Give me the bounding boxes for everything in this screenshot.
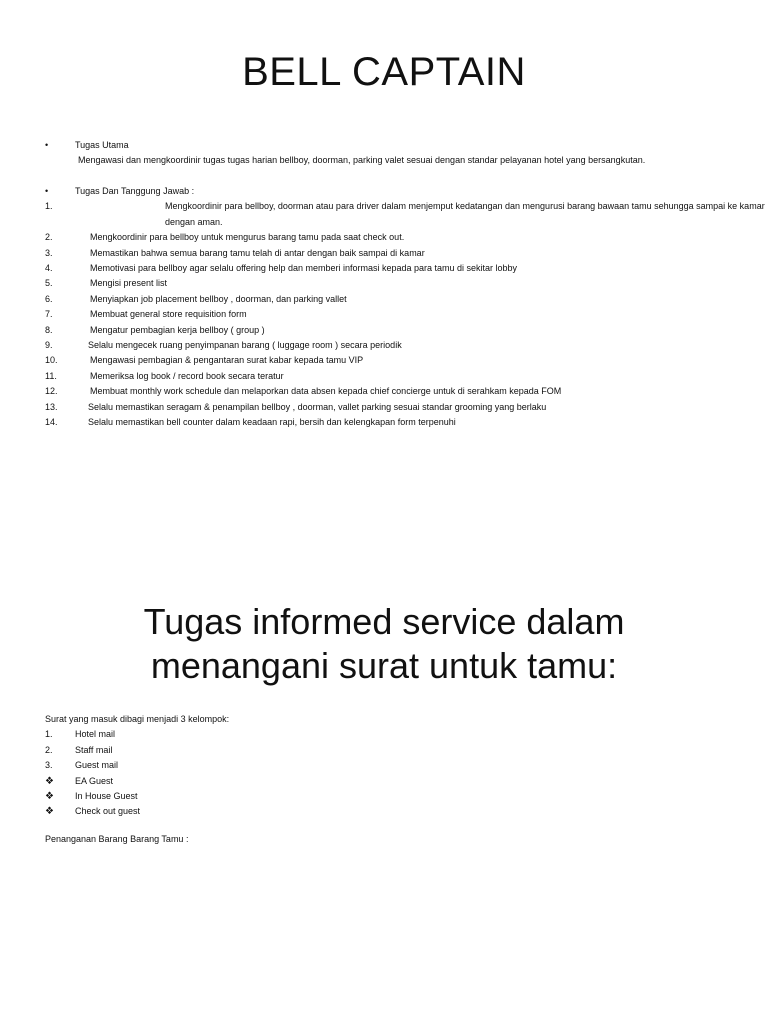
tanggung-jawab-label: Tugas Dan Tanggung Jawab : xyxy=(75,186,195,196)
surat-section xyxy=(0,712,768,847)
item-text: Menyiapkan job placement bellboy , doorman, dan parking vallet xyxy=(90,293,347,304)
item-text: Memastikan bahwa semua barang tamu telah di antar dengan baik sampai di kamar xyxy=(90,247,425,258)
list-item xyxy=(0,353,768,368)
list-item xyxy=(0,338,768,353)
item-number: 6. xyxy=(45,293,53,304)
item-number: 1. xyxy=(45,201,53,212)
item-text: In House Guest xyxy=(75,790,138,801)
tugas-utama-heading xyxy=(0,138,768,153)
item-text: Membuat general store requisition form xyxy=(90,309,247,320)
diamond-bullet-icon: ❖ xyxy=(45,775,54,787)
list-item xyxy=(0,727,768,742)
item-number: 3. xyxy=(45,247,53,258)
list-item xyxy=(0,369,768,384)
tugas-utama-label: Tugas Utama xyxy=(75,140,129,150)
list-item xyxy=(0,789,768,804)
item-text: Selalu mengecek ruang penyimpanan barang ( luggage room ) secara periodik xyxy=(88,339,402,350)
list-item xyxy=(0,246,768,261)
page-title: BELL CAPTAIN xyxy=(242,50,526,94)
diamond-bullet-icon: ❖ xyxy=(45,806,54,818)
tanggung-jawab-section xyxy=(0,184,768,430)
item-number: 9. xyxy=(45,339,53,350)
list-item xyxy=(0,384,768,399)
item-text: Membuat monthly work schedule dan melaporkan data absen kepada chief concierge untuk di serahkam kepada FOM xyxy=(90,386,562,397)
item-number: 2. xyxy=(45,232,53,243)
item-text: Selalu memastikan seragam & penampilan bellboy , doorman, vallet parking sesuai standar grooming yang berlaku xyxy=(88,401,547,412)
list-item xyxy=(0,230,768,245)
item-number: 5. xyxy=(45,278,53,289)
list-item xyxy=(0,415,768,430)
item-text: Hotel mail xyxy=(75,729,116,740)
item-number: 4. xyxy=(45,262,53,273)
list-item xyxy=(0,804,768,819)
tugas-utama-section xyxy=(0,138,768,169)
list-item xyxy=(0,400,768,415)
item-text: Mengkoordinir para bellboy untuk mengurus barang tamu pada saat check out. xyxy=(90,232,405,243)
list-item xyxy=(0,307,768,322)
item-text: Staff mail xyxy=(75,744,113,755)
bullet: • xyxy=(45,186,49,196)
bullet: • xyxy=(45,140,49,150)
item-number: 3. xyxy=(45,760,53,771)
list-item xyxy=(0,292,768,307)
item-text: Memotivasi para bellboy agar selalu offering help dan memberi informasi kepada para tamu di sekitar lobby xyxy=(90,262,518,273)
item-text: Check out guest xyxy=(75,806,141,817)
list-item xyxy=(0,276,768,291)
list-item xyxy=(0,758,768,773)
list-item xyxy=(0,774,768,789)
item-text: Mengatur pembagian kerja bellboy ( group ) xyxy=(90,324,265,335)
item-number: 8. xyxy=(45,324,53,335)
list-item xyxy=(0,199,768,230)
item-text: Memeriksa log book / record book secara teratur xyxy=(90,370,284,381)
list-item xyxy=(0,743,768,758)
item-number: 10. xyxy=(45,355,58,366)
surat-intro: Surat yang masuk dibagi menjadi 3 kelompok: xyxy=(45,714,230,724)
item-number: 13. xyxy=(45,401,58,412)
item-text: Guest mail xyxy=(75,760,119,771)
item-number: 1. xyxy=(45,729,53,740)
item-text: Mengkoordinir para bellboy, doorman atau para driver dalam menjemput kedatangan dan mengurusi barang bawaan tamu sehungga sampai ke kamar dengan aman. xyxy=(165,201,765,227)
section-title-line-1: Tugas informed service dalam xyxy=(143,601,625,642)
list-item xyxy=(0,323,768,338)
penanganan-heading: Penanganan Barang Barang Tamu : xyxy=(45,833,189,844)
list-item xyxy=(0,261,768,276)
item-number: 12. xyxy=(45,386,58,397)
item-number: 7. xyxy=(45,309,53,320)
diamond-bullet-icon: ❖ xyxy=(45,790,54,802)
section-title-line-2: menangani surat untuk tamu: xyxy=(150,645,618,686)
item-text: Mengisi present list xyxy=(90,278,168,289)
item-text: Selalu memastikan bell counter dalam keadaan rapi, bersih dan kelengkapan form terpenuhi xyxy=(88,416,456,427)
section-title xyxy=(0,600,768,688)
item-number: 2. xyxy=(45,744,53,755)
item-text: EA Guest xyxy=(75,775,114,786)
tugas-utama-description: Mengawasi dan mengkoordinir tugas tugas harian bellboy, doorman, parking valet sesuai dengan standar pelayanan hotel yang bersangkutan. xyxy=(78,155,646,166)
tanggung-jawab-heading xyxy=(0,184,768,199)
item-number: 14. xyxy=(45,416,58,427)
item-number: 11. xyxy=(45,370,57,381)
item-text: Mengawasi pembagian & pengantaran surat kabar kepada tamu VIP xyxy=(90,355,364,366)
